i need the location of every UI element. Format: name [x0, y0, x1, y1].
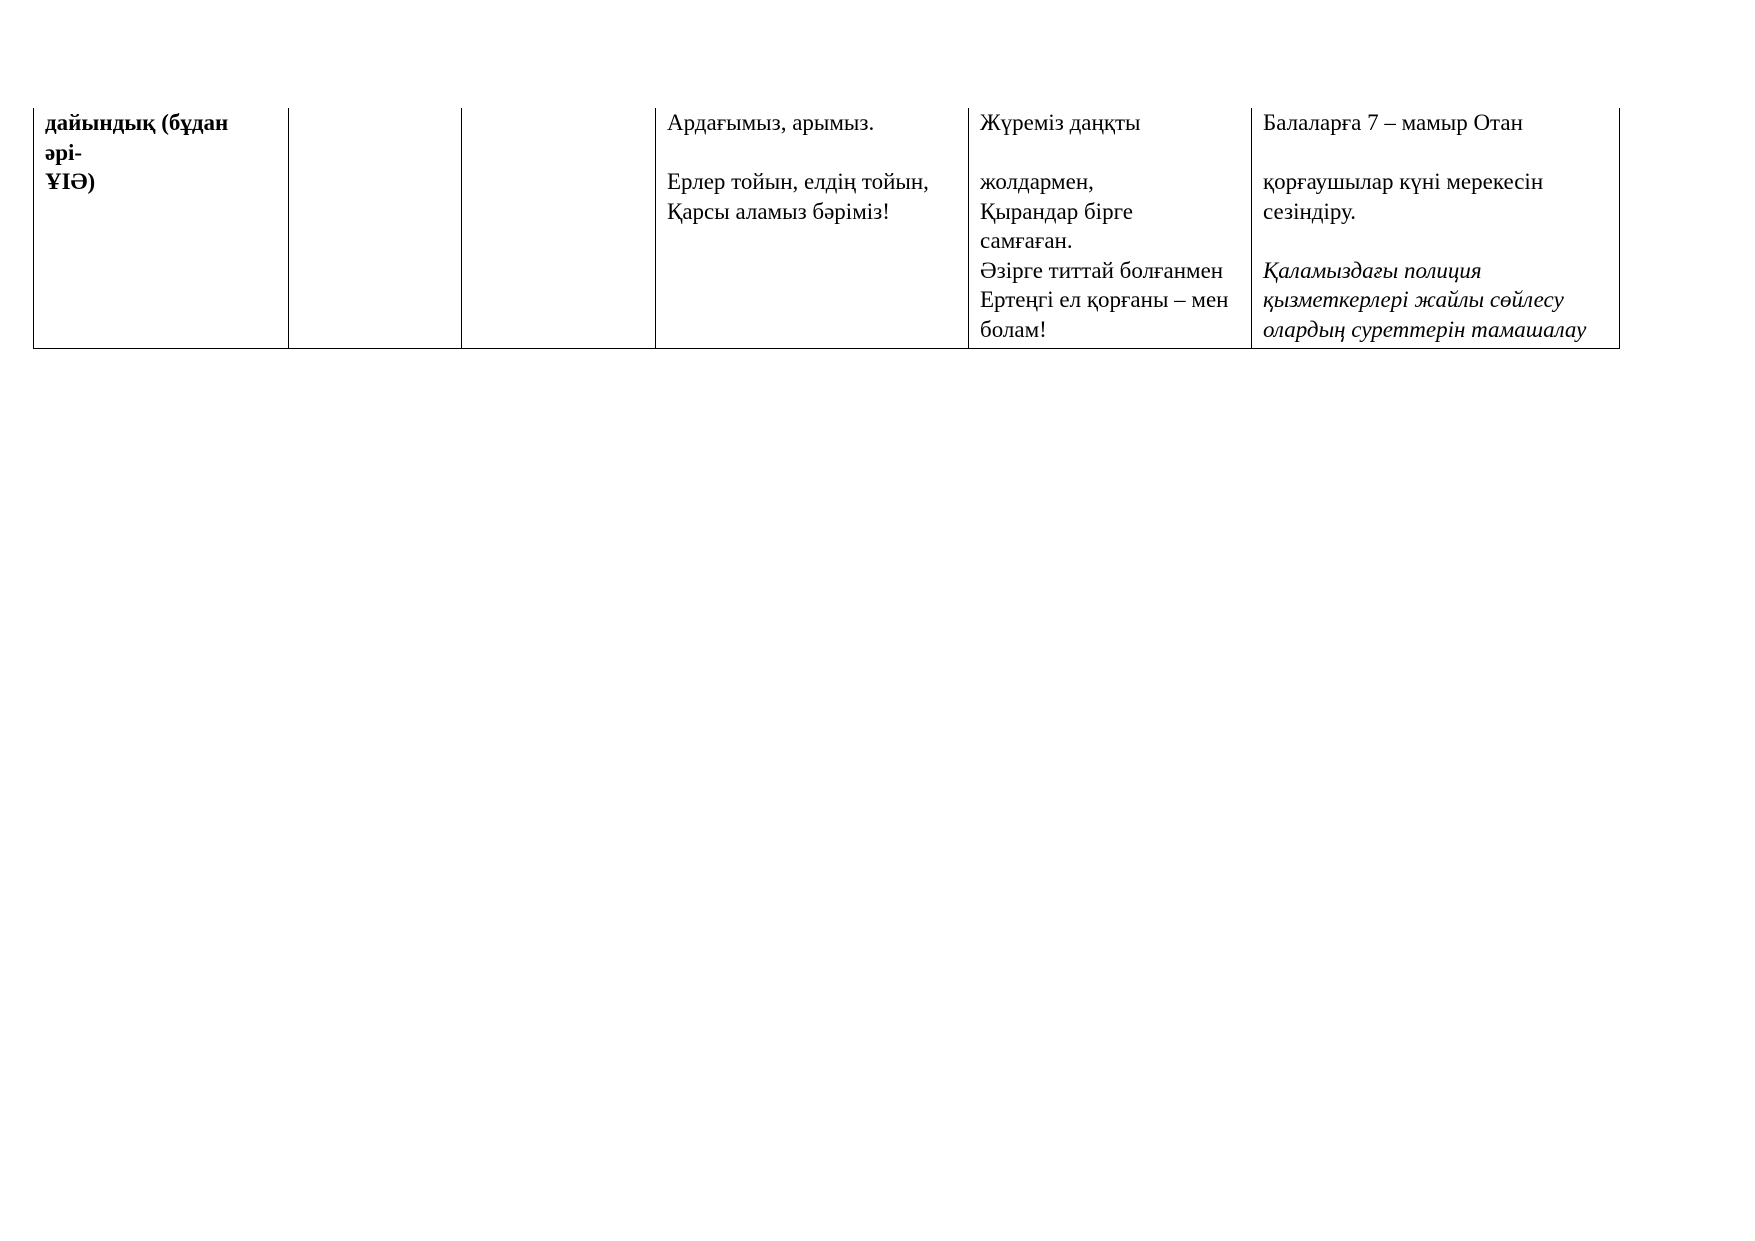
cell-goal — [1252, 108, 1620, 348]
cell-empty — [289, 108, 462, 348]
cell-line — [1263, 226, 1619, 256]
cell-line: жолдармен, — [980, 169, 1094, 194]
cell-line-italic: Қаламыздағы полиция — [1263, 257, 1482, 283]
cell-line: Балаларға 7 – мамыр Отан — [1263, 110, 1523, 135]
cell-line: Ерлер тойын, елдің тойын, — [667, 169, 929, 194]
cell-line: қорғаушылар күні мерекесін — [1263, 169, 1544, 194]
cell-poem-2 — [969, 108, 1252, 348]
cell-line: Әзірге титтай болғанмен — [980, 257, 1224, 283]
cell-line — [667, 138, 968, 168]
cell-line: болам! — [980, 316, 1047, 342]
cell-line — [1263, 138, 1619, 168]
cell-line: Қырандар бірге — [980, 198, 1133, 224]
cell-line — [980, 138, 1251, 168]
cell-line: Ертеңгі ел қорғаны – мен — [980, 287, 1229, 312]
cell-line: Жүреміз даңқты — [980, 110, 1141, 135]
cell-section-title — [34, 108, 289, 348]
cell-line: әрі- — [45, 139, 83, 165]
cell-line: дайындық (бұдан — [45, 110, 229, 135]
cell-poem-1 — [656, 108, 969, 348]
cell-empty — [462, 108, 656, 348]
cell-line: сезіндіру. — [1263, 198, 1356, 224]
table-row — [34, 108, 1620, 348]
cell-line: ҰІӘ) — [45, 169, 96, 194]
plan-table — [33, 108, 1620, 349]
cell-line: Ардағымыз, арымыз. — [667, 110, 875, 135]
cell-line: самғаған. — [980, 228, 1073, 253]
cell-line-italic: олардың суреттерін тамашалау — [1263, 316, 1587, 342]
cell-line-italic: қызметкерлері жайлы сөйлесу — [1263, 287, 1564, 312]
cell-line: Қарсы аламыз бәріміз! — [667, 198, 890, 224]
